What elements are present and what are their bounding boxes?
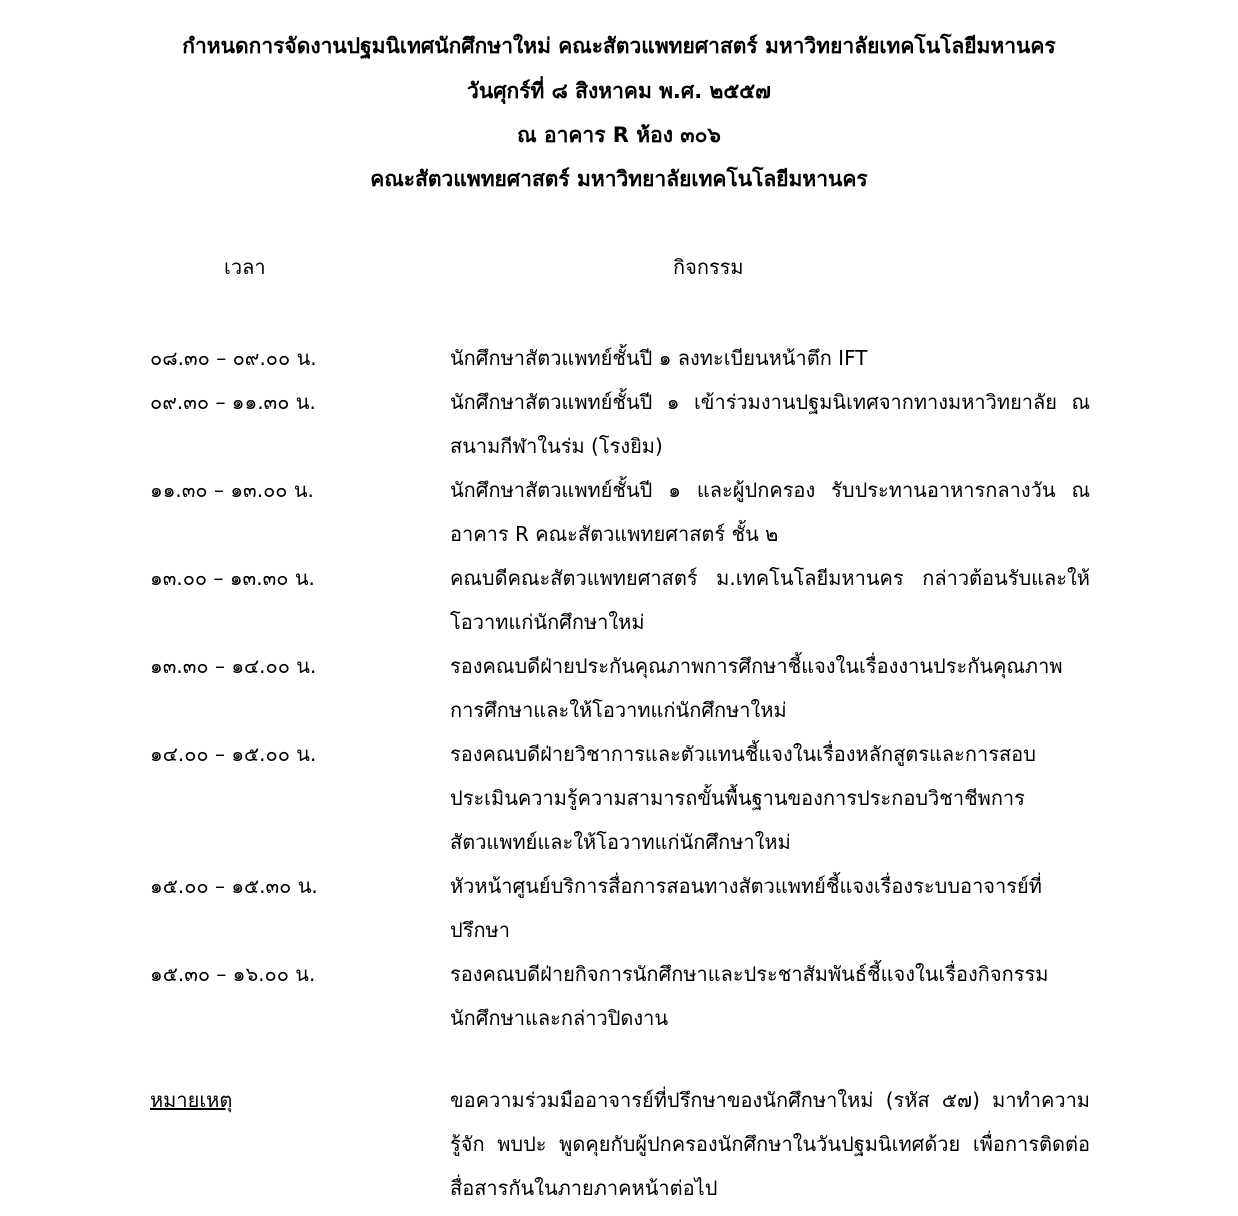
schedule-list xyxy=(0,336,1238,1040)
schedule-row xyxy=(0,952,1238,1040)
schedule-activity: รองคณบดีฝ่ายวิชาการและตัวแทนชี้แจงในเรื่องหลักสูตรและการสอบประเมินความรู้ความสามารถขั้นพื้นฐานของการประกอบวิชาชีพการสัตวแพทย์และให้โอวาทแก่นักศึกษาใหม่ xyxy=(450,742,1036,854)
schedule-time: ๑๑.๓๐ – ๑๓.๐๐ น. xyxy=(150,478,314,502)
schedule-row xyxy=(0,556,1238,644)
schedule-row xyxy=(0,864,1238,952)
schedule-time: ๐๙.๓๐ – ๑๑.๓๐ น. xyxy=(150,390,316,414)
event-date: วันศุกร์ที่ ๘ สิงหาคม พ.ศ. ๒๕๕๗ xyxy=(467,79,771,103)
schedule-time: ๑๕.๐๐ – ๑๕.๓๐ น. xyxy=(150,874,318,898)
time-column-header: เวลา xyxy=(224,255,266,279)
activity-column-header: กิจกรรม xyxy=(673,255,744,279)
schedule-activity: นักศึกษาสัตวแพทย์ชั้นปี ๑ และผู้ปกครอง รับประทานอาหารกลางวัน ณ อาคาร R คณะสัตวแพทยศาสตร์ ชั้น ๒ xyxy=(450,478,1090,546)
schedule-activity: หัวหน้าศูนย์บริการสื่อการสอนทางสัตวแพทย์ชี้แจงเรื่องระบบอาจารย์ที่ปรึกษา xyxy=(450,874,1042,942)
schedule-activity: นักศึกษาสัตวแพทย์ชั้นปี ๑ เข้าร่วมงานปฐมนิเทศจากทางมหาวิทยาลัย ณ สนามกีฬาในร่ม (โรงยิม) xyxy=(450,390,1090,458)
schedule-time: ๑๔.๐๐ – ๑๕.๐๐ น. xyxy=(150,742,317,766)
schedule-time: ๐๘.๓๐ – ๐๙.๐๐ น. xyxy=(150,346,317,370)
schedule-row xyxy=(0,468,1238,556)
schedule-row xyxy=(0,644,1238,732)
schedule-activity: รองคณบดีฝ่ายกิจการนักศึกษาและประชาสัมพันธ์ชี้แจงในเรื่องกิจกรรมนักศึกษาและกล่าวปิดงาน xyxy=(450,962,1049,1030)
remark-label: หมายเหตุ xyxy=(150,1088,233,1112)
schedule-time: ๑๕.๓๐ – ๑๖.๐๐ น. xyxy=(150,962,316,986)
schedule-time: ๑๓.๐๐ – ๑๓.๓๐ น. xyxy=(150,566,315,590)
event-venue: ณ อาคาร R ห้อง ๓๐๖ xyxy=(517,123,721,147)
schedule-row xyxy=(0,336,1238,380)
schedule-row xyxy=(0,732,1238,864)
organizer: คณะสัตวแพทยศาสตร์ มหาวิทยาลัยเทคโนโลยีมหานคร xyxy=(370,167,868,191)
schedule-activity: รองคณบดีฝ่ายประกันคุณภาพการศึกษาชี้แจงในเรื่องงานประกันคุณภาพการศึกษาและให้โอวาทแก่นักศึกษาใหม่ xyxy=(450,654,1063,722)
schedule-row xyxy=(0,380,1238,468)
schedule-time: ๑๓.๓๐ – ๑๔.๐๐ น. xyxy=(150,654,317,678)
document-title: กำหนดการจัดงานปฐมนิเทศนักศึกษาใหม่ คณะสัตวแพทยศาสตร์ มหาวิทยาลัยเทคโนโลยีมหานคร xyxy=(182,34,1056,58)
schedule-activity: คณบดีคณะสัตวแพทยศาสตร์ ม.เทคโนโลยีมหานคร กล่าวต้อนรับและให้โอวาทแก่นักศึกษาใหม่ xyxy=(450,566,1090,634)
remark-text: ขอความร่วมมืออาจารย์ที่ปรึกษาของนักศึกษาใหม่ (รหัส ๕๗) มาทำความรู้จัก พบปะ พูดคุยกับผู้ปกครองนักศึกษาในวันปฐมนิเทศด้วย เพื่อการติดต่อสื่อสารกันในภายภาคหน้าต่อไป xyxy=(450,1088,1090,1200)
schedule-activity: นักศึกษาสัตวแพทย์ชั้นปี ๑ ลงทะเบียนหน้าตึก IFT xyxy=(450,346,868,370)
remark-section xyxy=(0,1078,1238,1210)
